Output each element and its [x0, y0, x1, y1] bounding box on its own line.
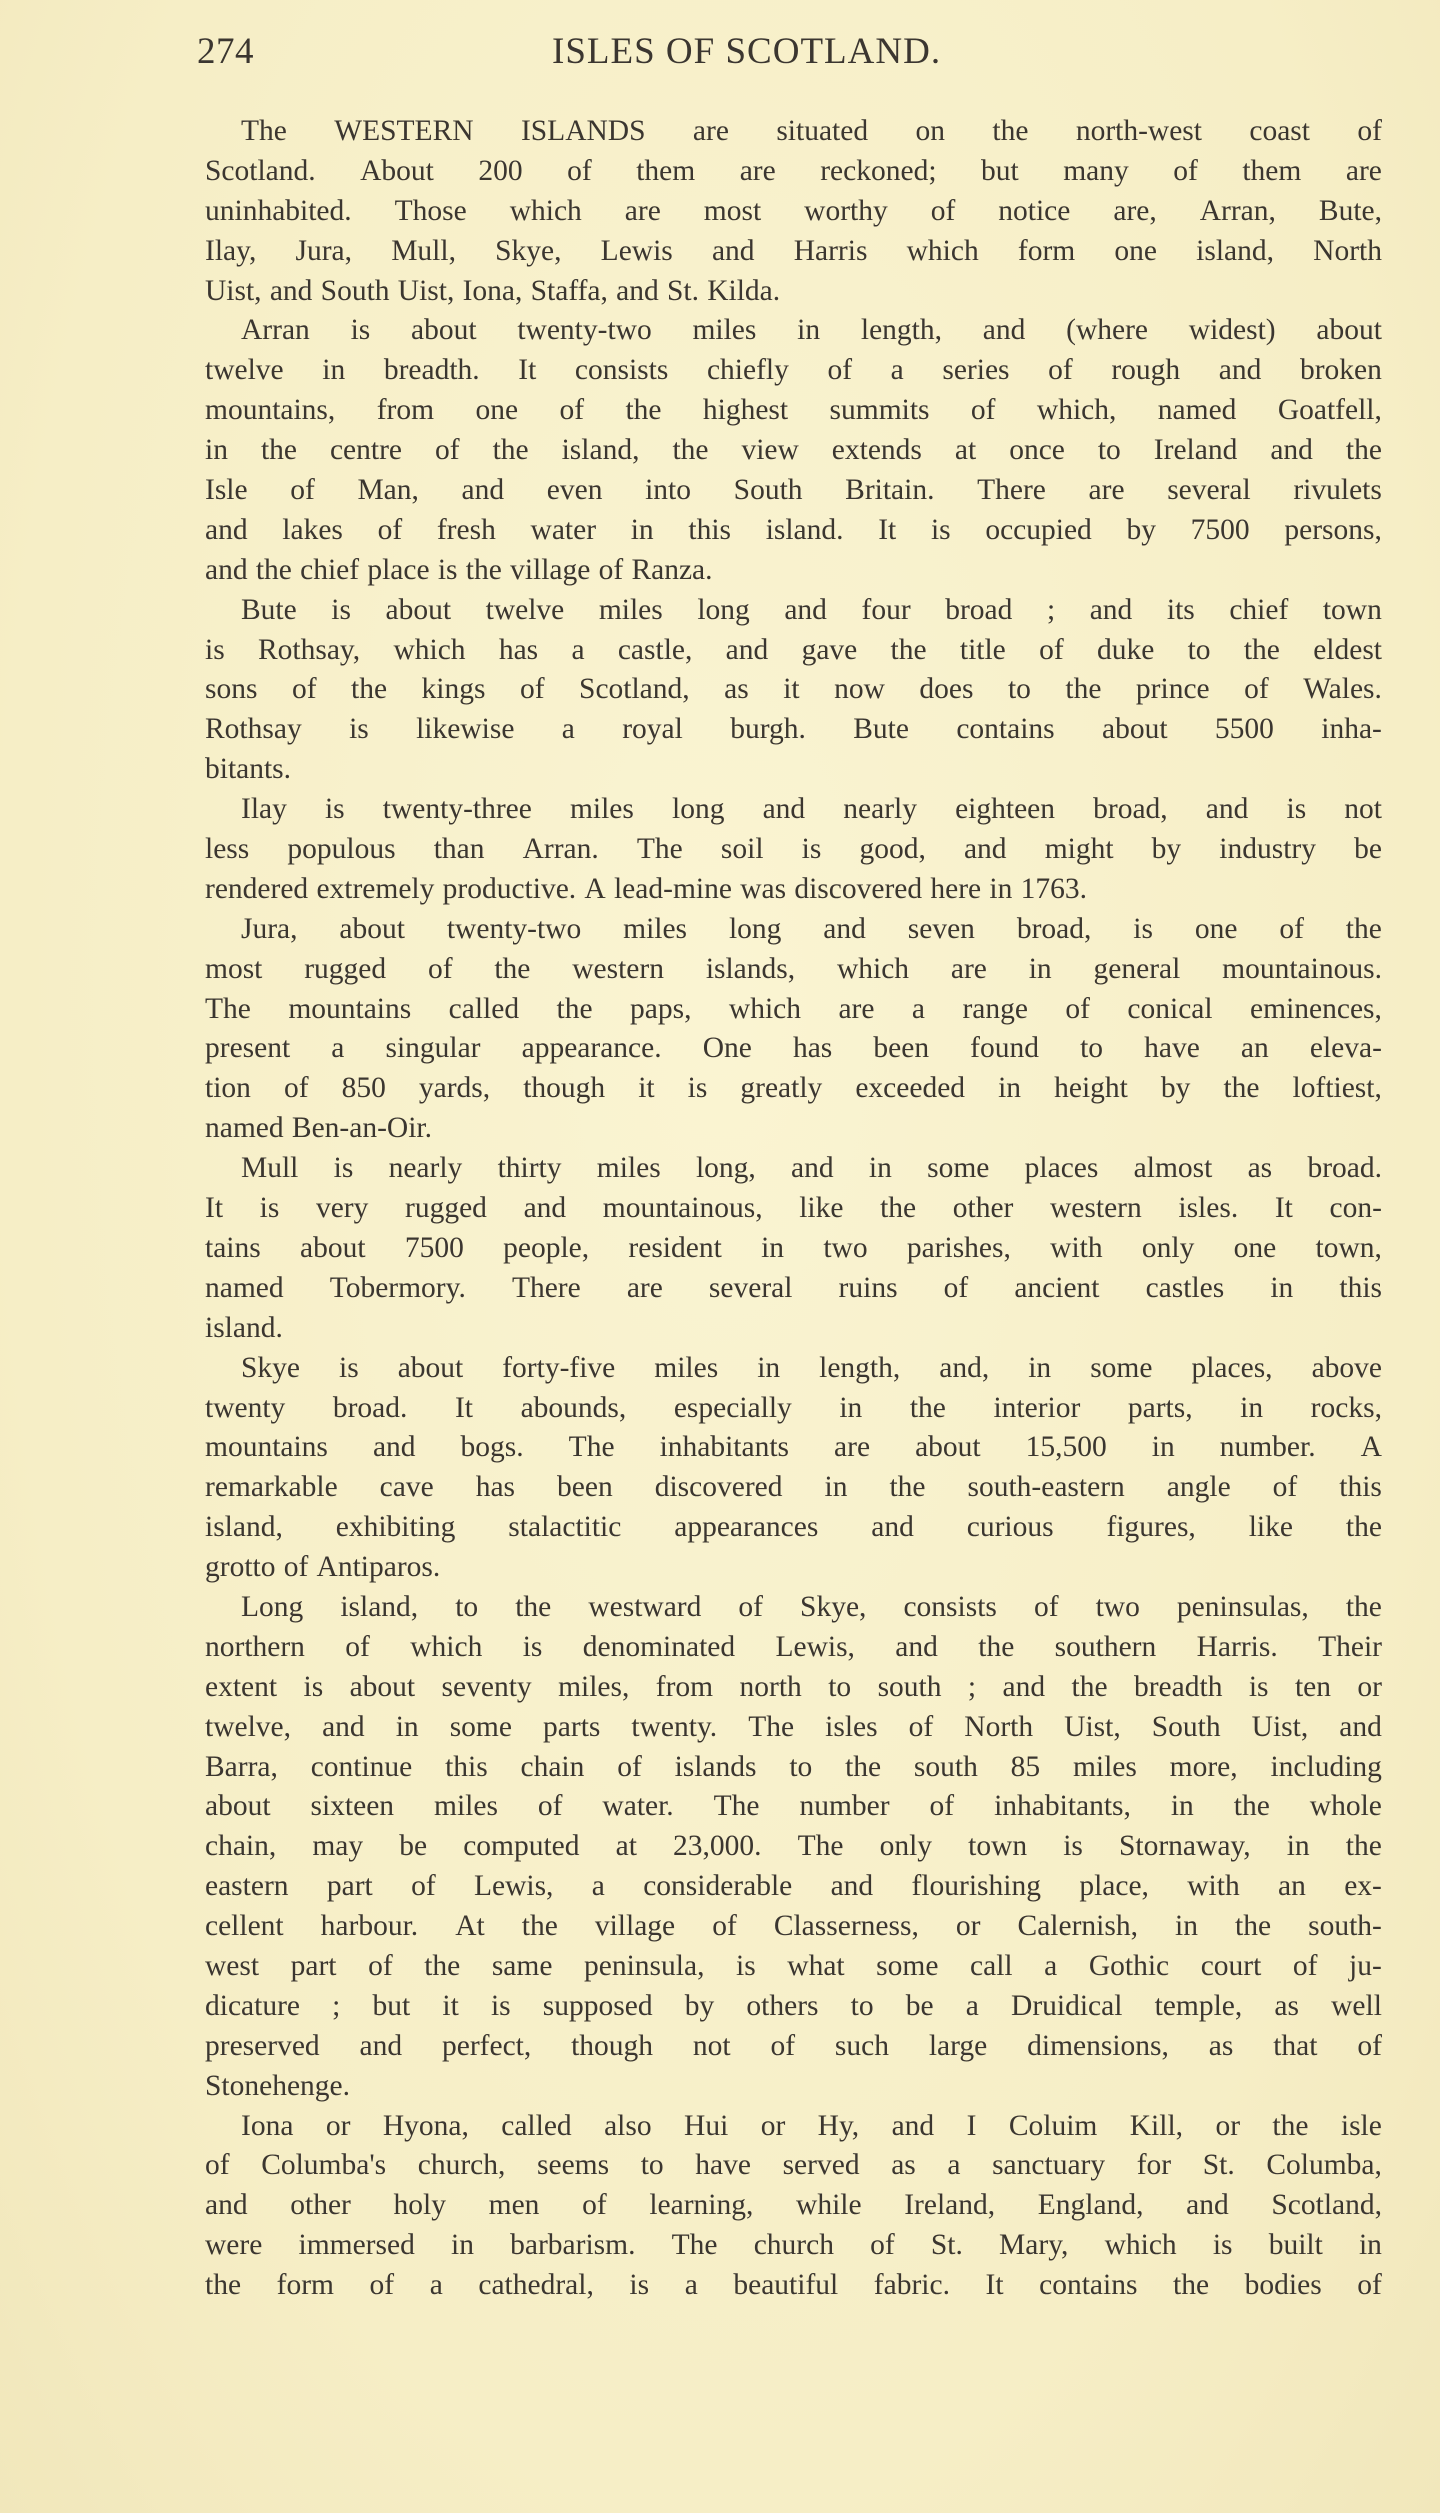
text-line: and the chief place is the village of Ranza.: [205, 553, 713, 586]
text-line: dicature ; but it is supposed by others to be a Druidical temple, as well: [205, 1989, 1382, 2022]
text-line: Scotland. About 200 of them are reckoned; but many of them are: [205, 154, 1382, 187]
text-line: The WESTERN ISLANDS are situated on the north-west coast of: [241, 115, 1382, 147]
text-line: preserved and perfect, though not of such large dimensions, as that of: [205, 2029, 1382, 2062]
text-line: mountains and bogs. The inhabitants are about 15,500 in number. A: [205, 1431, 1382, 1464]
paragraph: [205, 2107, 1382, 2306]
text-line: Isle of Man, and even into South Britain. There are several rivulets: [205, 474, 1382, 507]
text-line: Stonehenge.: [205, 2069, 351, 2102]
text-line: were immersed in barbarism. The church of St. Mary, which is built in: [205, 2229, 1382, 2262]
text-line: Barra, continue this chain of islands to the south 85 miles more, including: [205, 1750, 1382, 1783]
text-line: uninhabited. Those which are most worthy of notice are, Arran, Bute,: [205, 194, 1382, 227]
page-number: 274: [197, 31, 254, 72]
text-line: It is very rugged and mountainous, like the other western isles. It con-: [205, 1192, 1382, 1225]
text-line: sons of the kings of Scotland, as it now does to the prince of Wales.: [205, 673, 1382, 706]
text-line: rendered extremely productive. A lead-mine was discovered here in 1763.: [205, 872, 1087, 905]
text-line: and other holy men of learning, while Ireland, England, and Scotland,: [205, 2189, 1382, 2222]
paragraph: [205, 112, 1382, 311]
text-line: mountains, from one of the highest summits of which, named Goatfell,: [205, 394, 1382, 427]
paragraph: [205, 1149, 1382, 1348]
text-line: cellent harbour. At the village of Classerness, or Calernish, in the south-: [205, 1910, 1382, 1943]
text-line: bitants.: [205, 753, 292, 786]
text-line: Skye is about forty-five miles in length, and, in some places, above: [241, 1351, 1382, 1384]
text-line: and lakes of fresh water in this island. It is occupied by 7500 persons,: [205, 513, 1382, 546]
text-line: Uist, and South Uist, Iona, Staffa, and St. Kilda.: [205, 274, 781, 307]
text-line: Bute is about twelve miles long and four broad ; and its chief town: [241, 593, 1382, 626]
text-line: tion of 850 yards, though it is greatly exceeded in height by the loftiest,: [205, 1072, 1382, 1105]
text-line: less populous than Arran. The soil is good, and might by industry be: [205, 833, 1382, 866]
paragraph: [205, 790, 1382, 910]
text-line: in the centre of the island, the view extends at once to Ireland and the: [205, 434, 1382, 467]
text-line: Jura, about twenty-two miles long and seven broad, is one of the: [241, 912, 1382, 945]
running-title: ISLES OF SCOTLAND.: [552, 31, 942, 72]
text-line: of Columba's church, seems to have served as a sanctuary for St. Columba,: [205, 2149, 1382, 2182]
body-text: [205, 112, 1382, 2306]
text-line: named Tobermory. There are several ruins of ancient castles in this: [205, 1271, 1382, 1304]
text-line: about sixteen miles of water. The number of inhabitants, in the whole: [205, 1790, 1382, 1823]
text-line: remarkable cave has been discovered in the south-eastern angle of this: [205, 1471, 1382, 1504]
text-line: Long island, to the westward of Skye, consists of two peninsulas, the: [241, 1590, 1382, 1623]
page-header: [197, 30, 1382, 80]
text-line: extent is about seventy miles, from north to south ; and the breadth is ten or: [205, 1670, 1382, 1703]
text-line: Iona or Hyona, called also Hui or Hy, and I Coluim Kill, or the isle: [241, 2109, 1382, 2142]
text-line: west part of the same peninsula, is what some call a Gothic court of ju-: [205, 1949, 1382, 1982]
text-line: island.: [205, 1311, 283, 1344]
paragraph: [205, 311, 1382, 590]
text-line: named Ben-an-Oir.: [205, 1112, 432, 1145]
text-line: is Rothsay, which has a castle, and gave the title of duke to the eldest: [205, 633, 1382, 666]
paragraph: [205, 1588, 1382, 2107]
text-line: tains about 7500 people, resident in two parishes, with only one town,: [205, 1231, 1382, 1264]
text-line: twelve in breadth. It consists chiefly of a series of rough and broken: [205, 354, 1382, 387]
text-line: Ilay is twenty-three miles long and nearly eighteen broad, and is not: [241, 793, 1382, 826]
text-line: Ilay, Jura, Mull, Skye, Lewis and Harris which form one island, North: [205, 234, 1382, 267]
paragraph: [205, 1349, 1382, 1588]
text-line: twenty broad. It abounds, especially in the interior parts, in rocks,: [205, 1391, 1382, 1424]
text-line: chain, may be computed at 23,000. The only town is Stornaway, in the: [205, 1830, 1382, 1863]
text-line: grotto of Antiparos.: [205, 1551, 441, 1584]
text-line: present a singular appearance. One has been found to have an eleva-: [205, 1032, 1382, 1065]
text-line: island, exhibiting stalactitic appearances and curious figures, like the: [205, 1511, 1382, 1544]
text-line: northern of which is denominated Lewis, and the southern Harris. Their: [205, 1630, 1382, 1663]
text-line: Rothsay is likewise a royal burgh. Bute contains about 5500 inha-: [205, 713, 1382, 746]
paragraph: [205, 910, 1382, 1149]
paragraph: [205, 591, 1382, 790]
text-line: most rugged of the western islands, which are in general mountainous.: [205, 952, 1382, 985]
text-line: twelve, and in some parts twenty. The isles of North Uist, South Uist, and: [205, 1710, 1382, 1743]
text-line: the form of a cathedral, is a beautiful fabric. It contains the bodies of: [205, 2269, 1382, 2302]
text-line: Arran is about twenty-two miles in length, and (where widest) about: [241, 314, 1382, 347]
text-line: eastern part of Lewis, a considerable and flourishing place, with an ex-: [205, 1870, 1382, 1903]
text-line: Mull is nearly thirty miles long, and in some places almost as broad.: [241, 1152, 1382, 1185]
text-line: The mountains called the paps, which are a range of conical eminences,: [205, 992, 1382, 1025]
